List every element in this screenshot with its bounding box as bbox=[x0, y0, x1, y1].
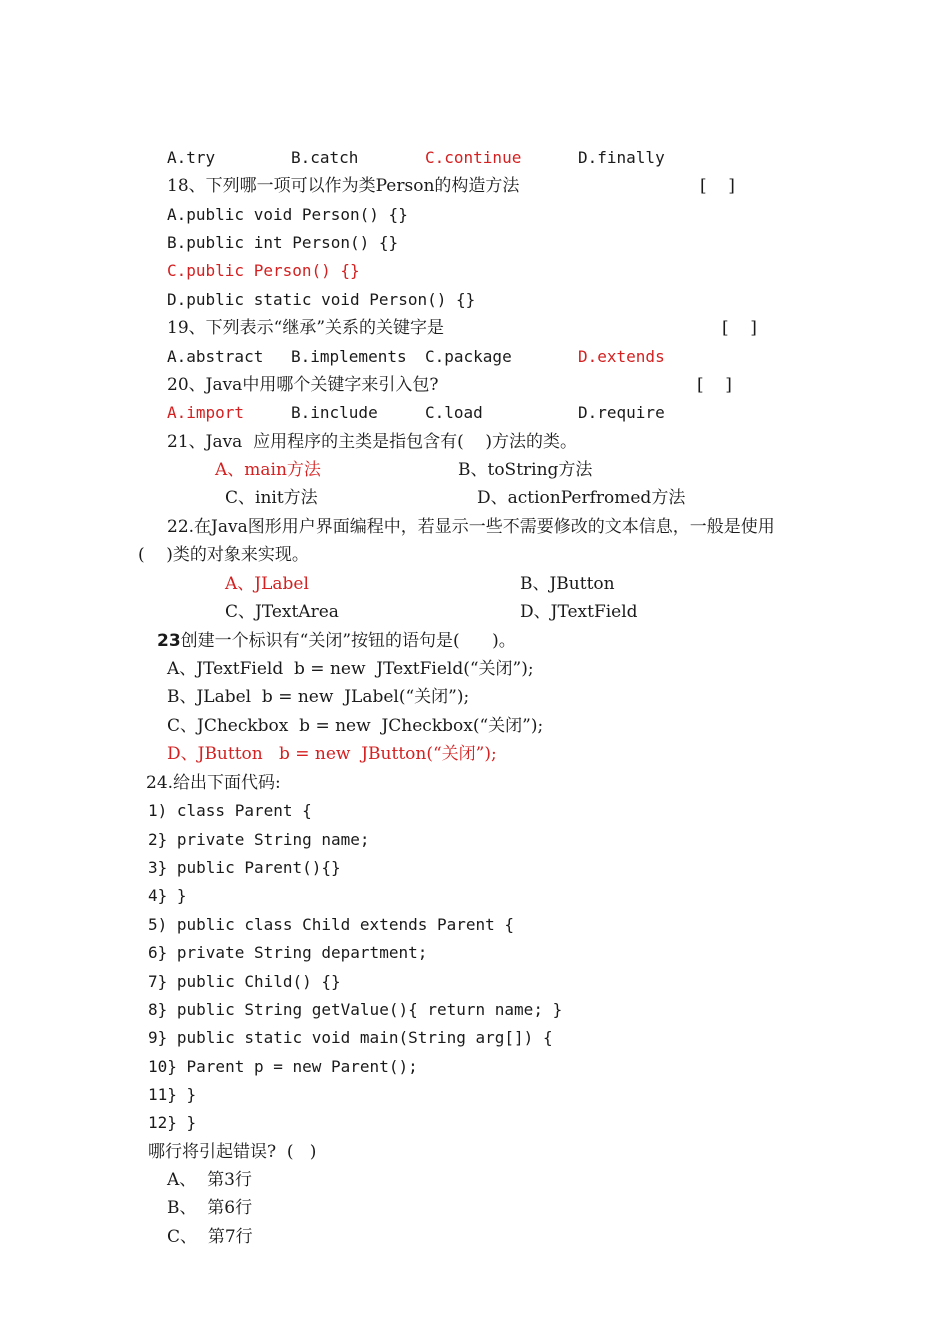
q24-option-b: B、 第6行 bbox=[167, 1198, 253, 1218]
code-line: 5) public class Child extends Parent { bbox=[148, 915, 515, 934]
q23-option-c: C、JCheckbox b = new JCheckbox(“关闭”); bbox=[167, 716, 544, 736]
q20-answer-bracket: [ ] bbox=[697, 375, 732, 395]
q21-option-b: B、toString方法 bbox=[458, 460, 593, 480]
q23-stem-line bbox=[157, 629, 516, 653]
q18-answer-bracket: [ ] bbox=[700, 176, 735, 196]
q17-option-a: A.try bbox=[167, 148, 216, 167]
q24-option-a: A、 第3行 bbox=[167, 1170, 252, 1190]
q24-option-c: C、 第7行 bbox=[167, 1227, 253, 1247]
q22-option-a-answer: A、JLabel bbox=[225, 574, 309, 594]
q23-option-d-answer: D、JButton b = new JButton(“关闭”); bbox=[167, 744, 497, 764]
q23-stem: 创建一个标识有“关闭”按钮的语句是( )。 bbox=[180, 631, 516, 651]
q18-option-b: B.public int Person() {} bbox=[167, 233, 399, 252]
q23-option-a: A、JTextField b = new JTextField(“关闭”); bbox=[167, 659, 534, 679]
q24-question: 哪行将引起错误? ( ) bbox=[148, 1142, 317, 1162]
q20-stem: 20、Java中用哪个关键字来引入包? bbox=[167, 375, 439, 395]
q20-option-a-answer: A.import bbox=[167, 403, 245, 422]
q21-option-c: C、init方法 bbox=[225, 488, 318, 508]
q23-option-b: B、JLabel b = new JLabel(“关闭”); bbox=[167, 687, 470, 707]
q20-option-b: B.include bbox=[291, 403, 378, 422]
q20-option-c: C.load bbox=[425, 403, 483, 422]
q19-answer-bracket: [ ] bbox=[722, 318, 757, 338]
code-line: 12} } bbox=[148, 1113, 197, 1132]
code-line: 1) class Parent { bbox=[148, 801, 312, 820]
q17-option-d: D.finally bbox=[578, 148, 665, 167]
q22-option-b: B、JButton bbox=[520, 574, 615, 594]
code-line: 8} public String getValue(){ return name; } bbox=[148, 1000, 563, 1019]
q18-option-c-answer: C.public Person() {} bbox=[167, 261, 360, 280]
q21-stem: 21、Java 应用程序的主类是指包含有( )方法的类。 bbox=[167, 432, 578, 452]
code-line: 11} } bbox=[148, 1085, 197, 1104]
q20-option-d: D.require bbox=[578, 403, 665, 422]
q23-number: 23 bbox=[157, 631, 181, 651]
code-line: 9} public static void main(String arg[]) { bbox=[148, 1028, 553, 1047]
q19-stem: 19、下列表示“继承”关系的关键字是 bbox=[167, 318, 445, 338]
q18-option-d: D.public static void Person() {} bbox=[167, 290, 476, 309]
code-line: 7} public Child() {} bbox=[148, 972, 341, 991]
q22-stem-line1: 22.在Java图形用户界面编程中，若显示一些不需要修改的文本信息，一般是使用 bbox=[167, 517, 775, 537]
q22-option-c: C、JTextArea bbox=[225, 602, 339, 622]
q18-stem: 18、下列哪一项可以作为类Person的构造方法 bbox=[167, 176, 520, 196]
code-line: 4} } bbox=[148, 886, 187, 905]
q19-option-d-answer: D.extends bbox=[578, 347, 665, 366]
q22-stem-line2: ( )类的对象来实现。 bbox=[138, 545, 309, 565]
q21-option-d: D、actionPerfromed方法 bbox=[477, 488, 686, 508]
q19-option-c: C.package bbox=[425, 347, 512, 366]
code-line: 2} private String name; bbox=[148, 830, 370, 849]
q19-option-a: A.abstract bbox=[167, 347, 264, 366]
q17-option-c-answer: C.continue bbox=[425, 148, 522, 167]
q19-option-b: B.implements bbox=[291, 347, 407, 366]
q18-option-a: A.public void Person() {} bbox=[167, 205, 408, 224]
code-line: 3} public Parent(){} bbox=[148, 858, 341, 877]
q21-option-a-answer: A、main方法 bbox=[215, 460, 321, 480]
code-line: 10} Parent p = new Parent(); bbox=[148, 1057, 418, 1076]
q22-option-d: D、JTextField bbox=[520, 602, 638, 622]
q17-option-b: B.catch bbox=[291, 148, 359, 167]
q24-stem: 24.给出下面代码: bbox=[146, 773, 281, 793]
code-line: 6} private String department; bbox=[148, 943, 428, 962]
